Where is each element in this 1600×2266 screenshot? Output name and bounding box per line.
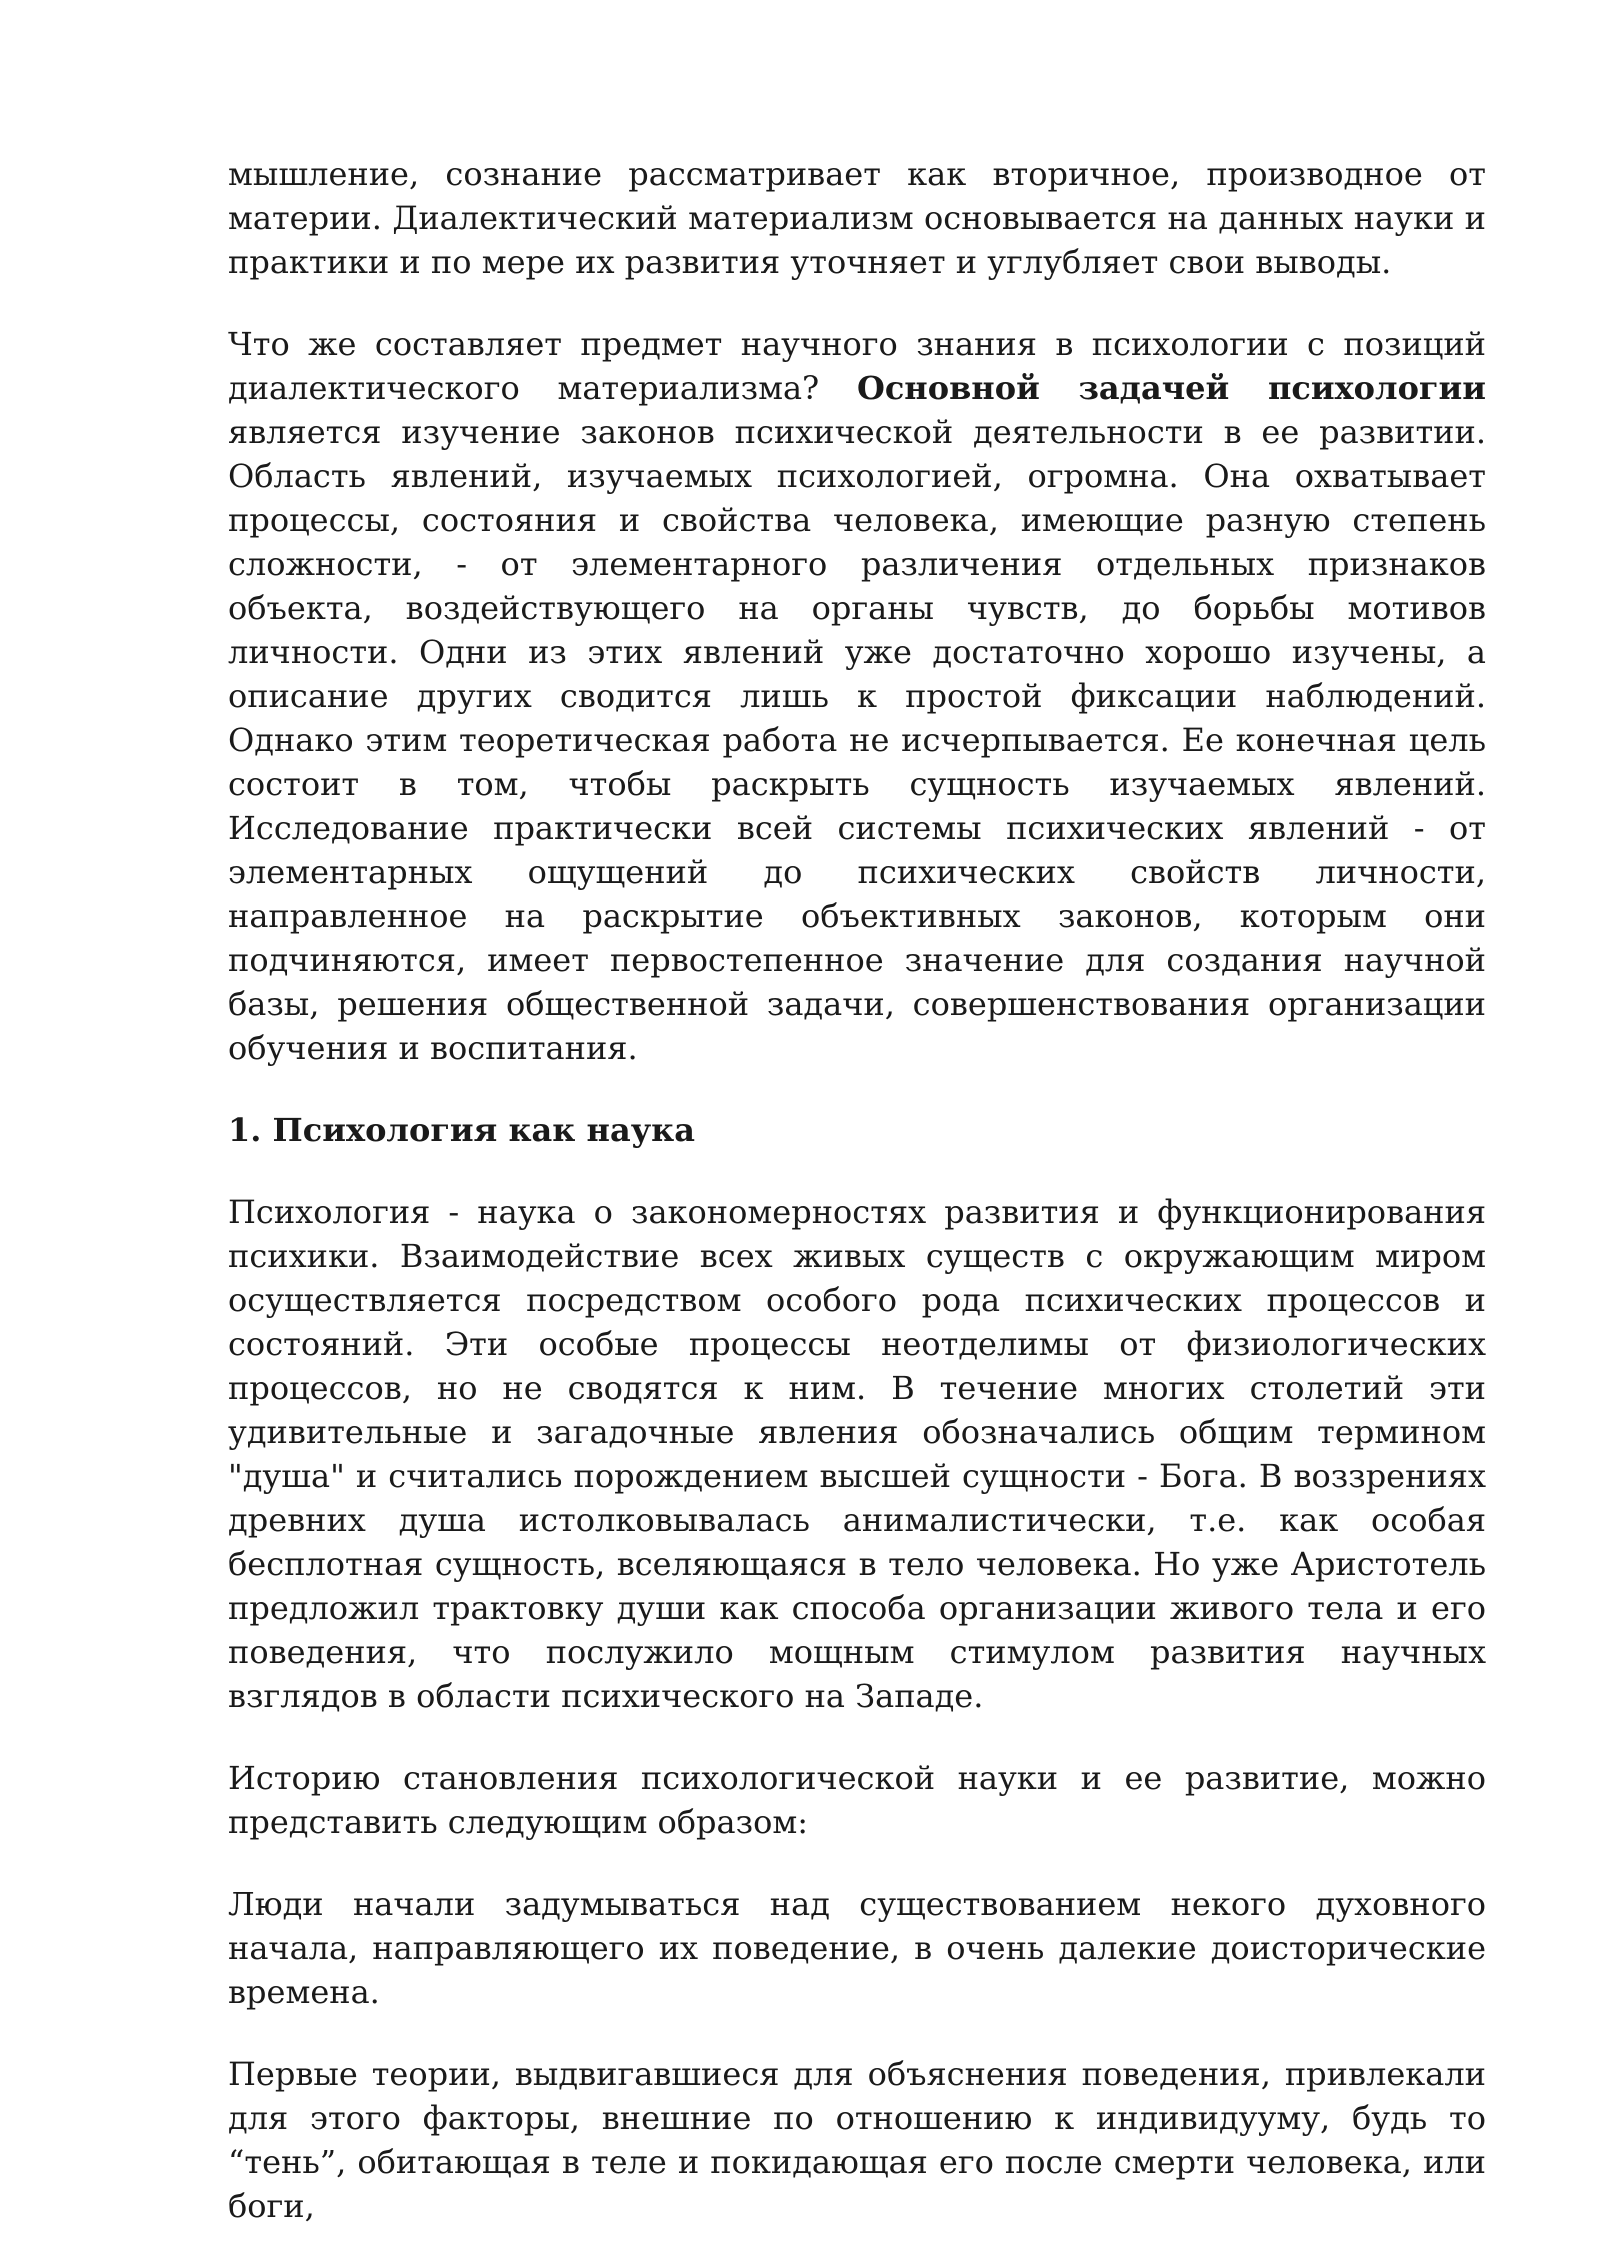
paragraph-2-intro: Что же составляет предмет научного знания в психологии с позиций диалектического материализма? xyxy=(228,325,1486,407)
paragraph-2-bold-term: Основной задачей психологии xyxy=(856,369,1486,407)
document-page xyxy=(228,152,1486,2266)
paragraph-4: Историю становления психологической науки и ее развитие, можно представить следующим образом: xyxy=(228,1759,1486,1841)
paragraph-2-body: является изучение законов психической деятельности в ее развитии. Область явлений, изучаемых психологией, огромна. Она охватывает процессы, состояния и свойства человека, имеющие разную степень сложности, - от элементарного различения отдельных признаков объекта, воздействующего на органы чувств, до борьбы мотивов личности. Одни из этих явлений уже достаточно хорошо изучены, а описание других сводится лишь к простой фиксации наблюдений. Однако этим теоретическая работа не исчерпывается. Ее конечная цель состоит в том, чтобы раскрыть сущность изучаемых явлений. Исследование практически всей системы психических явлений - от элементарных ощущений до психических свойств личности, направленное на раскрытие объективных законов, которым они подчиняются, имеет первостепенное значение для создания научной базы, решения общественной задачи, совершенствования организации обучения и воспитания. xyxy=(228,413,1486,1067)
section-heading: 1. Психология как наука xyxy=(228,1111,696,1149)
paragraph-1: мышление, сознание рассматривает как вторичное, производное от материи. Диалектический материализм основывается на данных науки и практики и по мере их развития уточняет и углубляет свои выводы. xyxy=(228,155,1486,281)
paragraph-2 xyxy=(228,322,1486,1070)
paragraph-5: Люди начали задумываться над существованием некого духовного начала, направляющего их поведение, в очень далекие доисторические времена. xyxy=(228,1885,1486,2011)
paragraph-3: Психология - наука о закономерностях развития и функционирования психики. Взаимодействие всех живых существ с окружающим миром осуществляется посредством особого рода психических процессов и состояний. Эти особые процессы неотделимы от физиологических процессов, но не сводятся к ним. В течение многих столетий эти удивительные и загадочные явления обозначались общим термином "душа" и считались порождением высшей сущности - Бога. В воззрениях древних душа истолковывалась анималистически, т.е. как особая бесплотная сущность, вселяющаяся в тело человека. Но уже Аристотель предложил трактовку души как способа организации живого тела и его поведения, что послужило мощным стимулом развития научных взглядов в области психического на Западе. xyxy=(228,1193,1486,1715)
paragraph-6: Первые теории, выдвигавшиеся для объяснения поведения, привлекали для этого факторы, внешние по отношению к индивидууму, будь то “тень”, обитающая в теле и покидающая его после смерти человека, или боги, xyxy=(228,2055,1486,2225)
